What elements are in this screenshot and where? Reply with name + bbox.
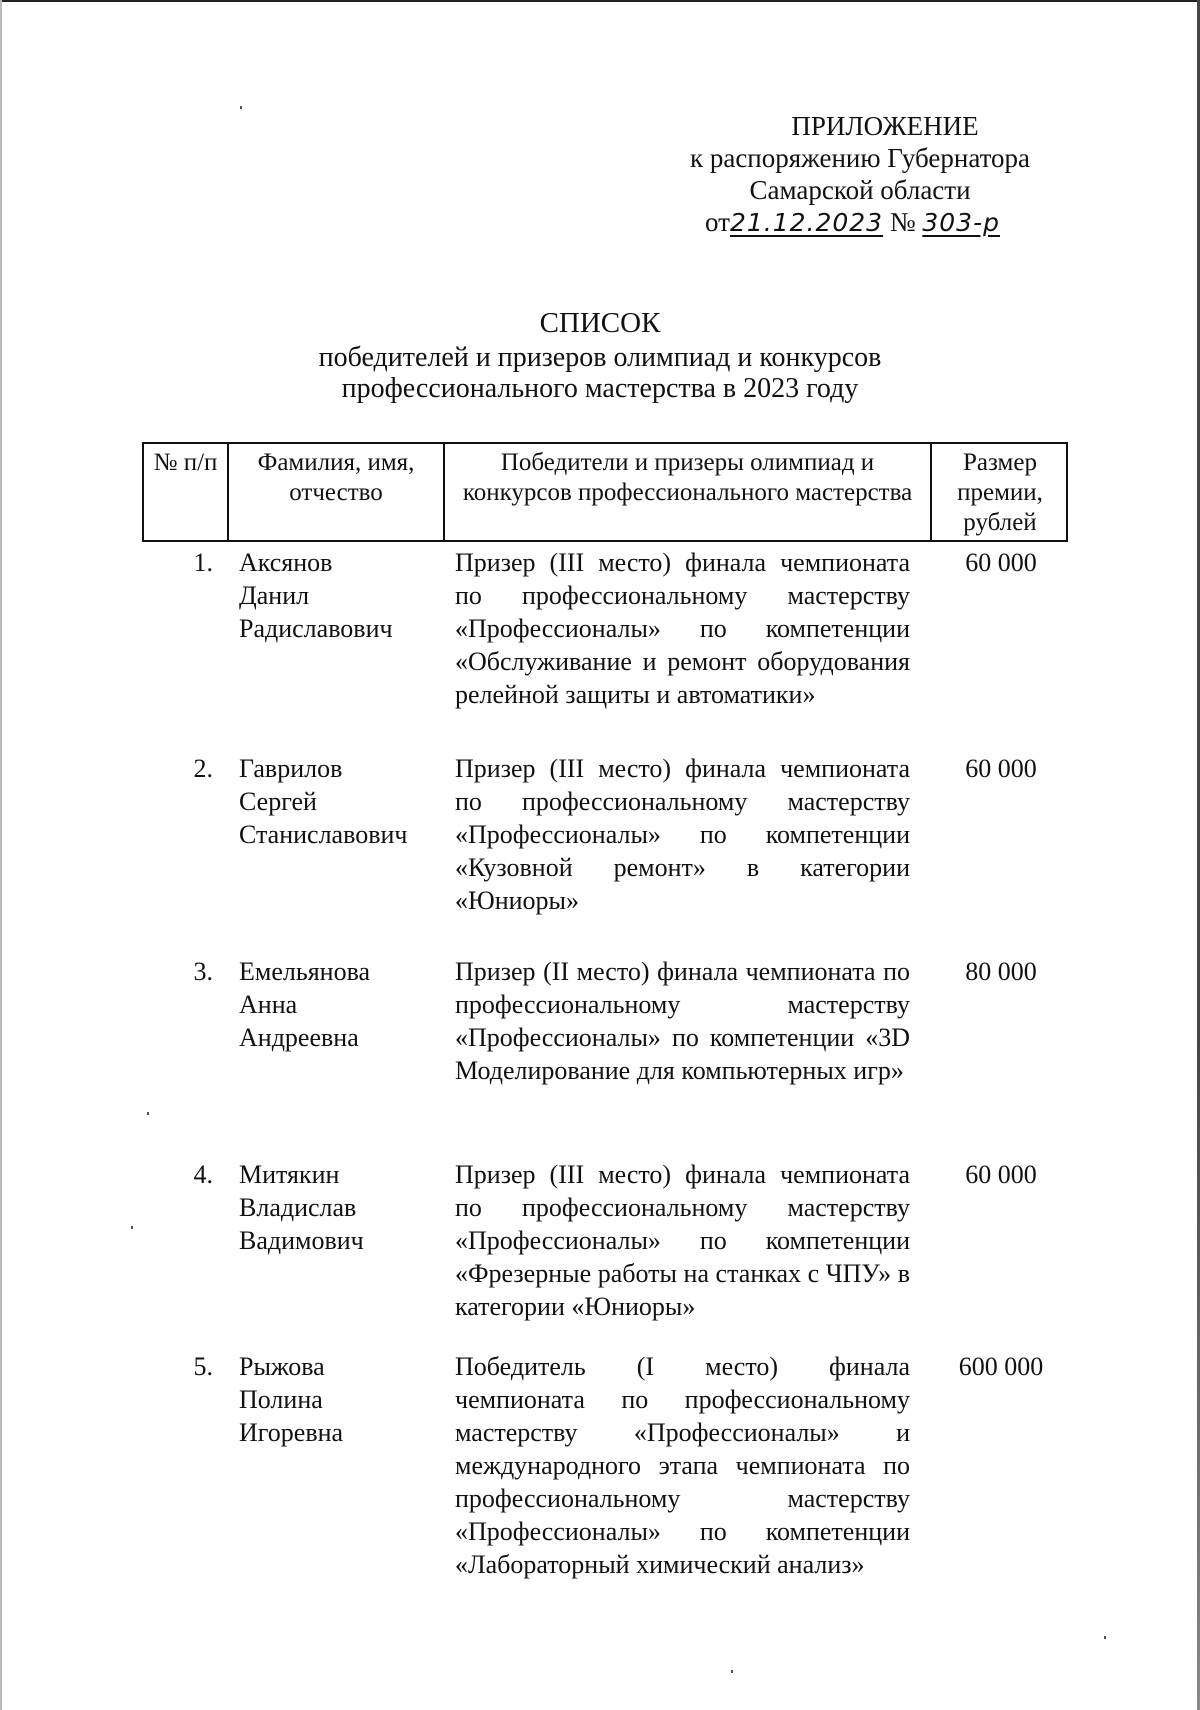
scan-speck: [240, 106, 242, 109]
surname: Рыжова: [239, 1352, 325, 1381]
header-num: № п/п: [144, 444, 229, 540]
row-achievement: Призер (II место) финала чемпионата по профессиональному мастерству «Профессионалы» по компетенции «3D Моделирование для компьютерных игр»: [455, 957, 910, 1085]
date-prefix: от: [705, 207, 730, 237]
first-name: Полина: [239, 1385, 323, 1414]
first-name: Данил: [239, 581, 310, 610]
appendix-line-2: Самарской области: [749, 175, 971, 205]
scan-edge-top: [0, 0, 1200, 2]
scan-edge-left: [0, 0, 2, 1710]
table-row: [142, 1158, 1068, 1350]
patronymic: Радиславович: [239, 614, 393, 643]
row-achievement: Призер (III место) финала чемпионата по профессиональному мастерству «Профессионалы» по компетенции «Фрезерные работы на станках с ЧПУ» в категории «Юниоры»: [455, 1160, 910, 1321]
row-number: 3.: [193, 957, 213, 986]
scan-speck: [1104, 1636, 1106, 1639]
first-name: Владислав: [239, 1193, 357, 1222]
table-row: [142, 1350, 1068, 1590]
winners-table: [142, 442, 1068, 1590]
patronymic: Станиславович: [239, 820, 408, 849]
row-prize: 600 000: [958, 1352, 1044, 1381]
row-full-name: [227, 752, 443, 955]
appendix-block: [640, 110, 1080, 239]
handwritten-number: 303-р: [922, 208, 1000, 237]
row-prize: 60 000: [965, 548, 1037, 577]
number-prefix: №: [889, 207, 916, 237]
row-full-name: [227, 546, 443, 752]
appendix-title: ПРИЛОЖЕНИЕ: [791, 111, 979, 141]
header-prize: Размер премии, рублей: [957, 449, 1043, 536]
row-full-name: [227, 1350, 443, 1590]
surname: Гаврилов: [239, 754, 343, 783]
patronymic: Андреевна: [239, 1023, 359, 1052]
row-prize: 80 000: [965, 957, 1037, 986]
appendix-line-1: к распоряжению Губернатора: [689, 143, 1031, 173]
document-heading: СПИСОК: [539, 307, 661, 339]
document-subtitle-line-2: профессионального мастерства в 2023 году: [341, 373, 859, 404]
header-desc: Победители и призеры олимпиад и конкурсов профессионального мастерства: [445, 444, 932, 540]
appendix-reference: [640, 206, 1080, 239]
row-achievement: Победитель (I место) финала чемпионата по профессиональному мастерству «Профессионалы» и международного этапа чемпионата по профессиональному мастерству «Профессионалы» по компетенции «Лабораторный химический анализ»: [455, 1352, 910, 1579]
document-subtitle-line-1: победителей и призеров олимпиад и конкурсов: [318, 342, 882, 373]
patronymic: Вадимович: [239, 1226, 364, 1255]
scan-speck: [131, 1226, 133, 1229]
row-prize: 60 000: [965, 754, 1037, 783]
surname: Митякин: [239, 1160, 340, 1189]
header-name: Фамилия, имя, отчество: [229, 444, 445, 540]
row-achievement: Призер (III место) финала чемпионата по профессиональному мастерству «Профессионалы» по компетенции «Обслуживание и ремонт оборудования релейной защиты и автоматики»: [455, 548, 910, 709]
row-full-name: [227, 1158, 443, 1350]
row-prize: 60 000: [965, 1160, 1037, 1189]
row-full-name: [227, 955, 443, 1158]
table-row: [142, 546, 1068, 752]
table-header: [142, 442, 1068, 542]
surname: Емельянова: [239, 957, 371, 986]
row-number: 5.: [193, 1352, 213, 1381]
table-row: [142, 955, 1068, 1158]
first-name: Анна: [239, 990, 298, 1019]
patronymic: Игоревна: [239, 1418, 344, 1447]
scan-speck: [731, 1670, 733, 1673]
surname: Аксянов: [239, 548, 333, 577]
row-number: 1.: [193, 548, 213, 577]
table-row: [142, 752, 1068, 955]
first-name: Сергей: [239, 787, 317, 816]
handwritten-date: 21.12.2023: [729, 208, 884, 237]
row-achievement: Призер (III место) финала чемпионата по профессиональному мастерству «Профессионалы» по компетенции «Кузовной ремонт» в категории «Юниоры»: [455, 754, 910, 915]
row-number: 4.: [193, 1160, 213, 1189]
document-title: [200, 308, 1000, 404]
row-number: 2.: [193, 754, 213, 783]
